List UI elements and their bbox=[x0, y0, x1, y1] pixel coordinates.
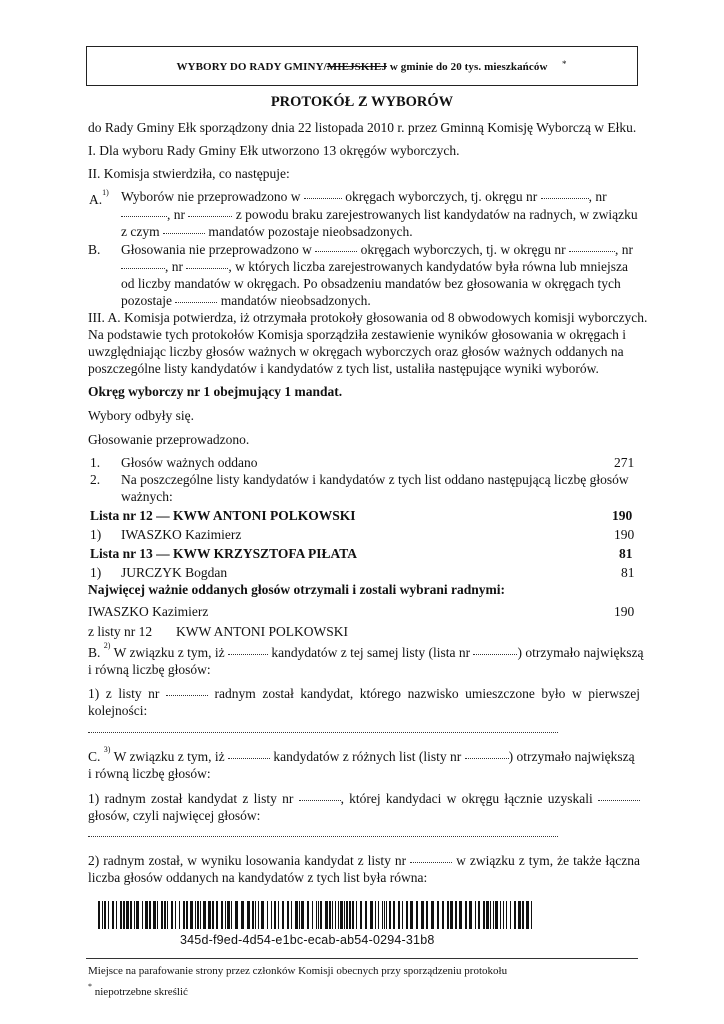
item-1-label: Głosów ważnych oddano bbox=[121, 455, 258, 470]
barcode-bar bbox=[349, 901, 351, 929]
barcode-bar bbox=[493, 901, 494, 929]
barcode-bar bbox=[252, 901, 254, 929]
barcode-bar bbox=[393, 901, 395, 929]
barcode-bar bbox=[98, 901, 100, 929]
section-b-marker: B. bbox=[88, 242, 101, 257]
list-13-candidate-votes: 81 bbox=[621, 565, 635, 580]
header-box bbox=[86, 46, 638, 86]
barcode-bar bbox=[500, 901, 501, 929]
section-b-line-1: Głosowania nie przeprowadzono w okręgach wyborczych, tj. w okręgu nr , nr bbox=[121, 242, 634, 257]
barcode-bar bbox=[134, 901, 135, 929]
barcode-bar bbox=[271, 901, 272, 929]
elected-committee: KWW ANTONI POLKOWSKI bbox=[176, 624, 348, 639]
elected-list-number: z listy nr 12 bbox=[88, 624, 153, 639]
barcode-bar bbox=[295, 901, 298, 929]
barcode-bar bbox=[340, 901, 343, 929]
barcode-bar bbox=[375, 901, 376, 929]
barcode-bar bbox=[506, 901, 507, 929]
part-b-point-1: 1) z listy nr radnym został kandydat, którego nazwisko umieszczone było w pierwszej bbox=[88, 686, 641, 701]
header-star: * bbox=[562, 59, 567, 69]
barcode-text: 345d-f9ed-4d54-e1bc-ecab-ab54-0294-31b8 bbox=[180, 933, 435, 947]
barcode-bar bbox=[370, 901, 373, 929]
page-title: PROTOKÓŁ Z WYBORÓW bbox=[270, 94, 454, 110]
barcode-bar bbox=[332, 901, 333, 929]
list-13-header: Lista nr 13 — KWW KRZYSZTOFA PIŁATA bbox=[90, 546, 358, 561]
barcode-bar bbox=[186, 901, 188, 929]
barcode-bar bbox=[247, 901, 250, 929]
barcode-bar bbox=[356, 901, 357, 929]
list-13-candidate-name: JURCZYK Bogdan bbox=[121, 565, 228, 580]
section-a-line-2: , nr z powodu braku zarejestrowanych list kandydatów na radnych, w związku bbox=[121, 207, 638, 223]
barcode-bar bbox=[318, 901, 319, 929]
barcode-bar bbox=[421, 901, 424, 929]
district-heading: Okręg wyborczy nr 1 obejmujący 1 mandat. bbox=[88, 384, 343, 399]
barcode-bar bbox=[136, 901, 139, 929]
barcode-bar bbox=[142, 901, 143, 929]
barcode-bar bbox=[522, 901, 524, 929]
district-held: Wybory odbyły się. bbox=[88, 408, 195, 423]
item-2-number: 2. bbox=[90, 472, 101, 487]
barcode-bar bbox=[299, 901, 300, 929]
part-b-fill-line bbox=[88, 730, 558, 733]
barcode-bar bbox=[175, 901, 176, 929]
item-2-line-1: Na poszczególne listy kandydatów i kandydatów z tych list oddano następującą liczbę głosów bbox=[121, 472, 629, 487]
barcode-bar bbox=[360, 901, 362, 929]
barcode-bar bbox=[503, 901, 504, 929]
barcode-bar bbox=[123, 901, 125, 929]
barcode-bar bbox=[216, 901, 218, 929]
barcode-bar bbox=[221, 901, 223, 929]
section-a-marker: A.$^{1)}$ bbox=[89, 188, 109, 207]
item-1-value: 271 bbox=[614, 455, 635, 470]
barcode-bar bbox=[316, 901, 317, 929]
barcode-bar bbox=[526, 901, 529, 929]
barcode-bar bbox=[320, 901, 322, 929]
barcode-bar bbox=[495, 901, 498, 929]
list-13-total: 81 bbox=[619, 546, 633, 561]
part-c-line-1: C. $^{3)}$ W związku z tym, iż kandydatów z różnych list (listy nr ) otrzymało największą bbox=[88, 745, 635, 764]
barcode-bar bbox=[338, 901, 339, 929]
list-12-candidate-name: IWASZKO Kazimierz bbox=[121, 527, 242, 542]
intro-text: do Rady Gminy Ełk sporządzony dnia 22 listopada 2010 r. przez Gminną Komisję Wyborczą w Ełku. bbox=[88, 120, 637, 135]
district-voting: Głosowanie przeprowadzono. bbox=[88, 432, 250, 447]
barcode-bar bbox=[450, 901, 453, 929]
struck-word: MIEJSKIEJ bbox=[326, 61, 387, 73]
barcode-bar bbox=[267, 901, 268, 929]
barcode-bar bbox=[255, 901, 256, 929]
barcode-bar bbox=[274, 901, 276, 929]
barcode-bar bbox=[378, 901, 379, 929]
barcode-bar bbox=[346, 901, 348, 929]
part-c-point-1: 1) radnym został kandydat z listy nr , której kandydaci w okręgu łącznie uzyskali bbox=[88, 791, 640, 807]
barcode-bar bbox=[153, 901, 156, 929]
list-13-candidate-number: 1) bbox=[90, 565, 102, 580]
barcode-bar bbox=[157, 901, 158, 929]
barcode-bar bbox=[406, 901, 408, 929]
list-12-header: Lista nr 12 — KWW ANTONI POLKOWSKI bbox=[90, 508, 356, 523]
section-3-line-1: III. A. Komisja potwierdza, iż otrzymała protokoły głosowania od 8 obwodowych komisji wyborczych. bbox=[88, 310, 648, 325]
barcode-bar bbox=[531, 901, 532, 929]
barcode-bar bbox=[183, 901, 185, 929]
barcode-bar bbox=[227, 901, 230, 929]
barcode-bar bbox=[455, 901, 457, 929]
barcode-bar bbox=[518, 901, 521, 929]
barcode-bar bbox=[149, 901, 151, 929]
barcode-bar bbox=[164, 901, 166, 929]
barcode-bar bbox=[112, 901, 114, 929]
barcode-bar bbox=[161, 901, 163, 929]
barcode-bar bbox=[437, 901, 439, 929]
footer-divider bbox=[86, 958, 638, 959]
section-3-line-4: poszczególne listy kandydatów i kandydatów z tych list, ustaliła następujące wyniki wyborów. bbox=[88, 361, 599, 376]
section-3-line-2: Na podstawie tych protokołów Komisja sporządziła zestawienie wyników głosowania w okręgach i bbox=[88, 327, 626, 342]
part-c-point-2: 2) radnym został, w wyniku losowania kandydat z listy nr w związku z tym, że także łączna bbox=[88, 853, 640, 868]
section-1: I. Dla wyboru Rady Gminy Ełk utworzono 13 okręgów wyborczych. bbox=[88, 143, 460, 158]
barcode-bar bbox=[190, 901, 193, 929]
barcode-bar bbox=[382, 901, 383, 929]
barcode-bar bbox=[108, 901, 109, 929]
footer-initials-note: Miejsce na parafowanie strony przez członków Komisji obecnych przy sporządzeniu protokołu bbox=[88, 965, 508, 977]
barcode-bar bbox=[145, 901, 148, 929]
barcode-bar bbox=[241, 901, 244, 929]
barcode bbox=[98, 901, 534, 929]
barcode-bar bbox=[261, 901, 264, 929]
barcode-bar bbox=[475, 901, 476, 929]
list-12-candidate-number: 1) bbox=[90, 527, 102, 542]
barcode-bar bbox=[426, 901, 428, 929]
barcode-bar bbox=[386, 901, 387, 929]
barcode-bar bbox=[402, 901, 403, 929]
part-b-point-1-continued: kolejności: bbox=[88, 703, 148, 718]
section-3-line-3: uwzględniając liczby głosów ważnych w okręgach wyborczych oraz głosów ważnych oddanych na bbox=[88, 344, 624, 359]
barcode-bar bbox=[431, 901, 434, 929]
barcode-bar bbox=[203, 901, 206, 929]
elected-heading: Najwięcej ważnie oddanych głosów otrzymali i zostali wybrani radnymi: bbox=[88, 582, 505, 597]
section-b-line-3: od liczby mandatów w okręgach. Po obsadzeniu mandatów bez głosowania w okręgach tych bbox=[121, 276, 621, 291]
list-12-candidate-votes: 190 bbox=[614, 527, 635, 542]
section-b-line-2: , nr , w których liczba zarejestrowanych kandydatów była równa lub mniejsza bbox=[121, 259, 628, 275]
barcode-bar bbox=[459, 901, 462, 929]
barcode-bar bbox=[325, 901, 328, 929]
header-title: WYBORY DO RADY GMINY/MIEJSKIEJ w gminie do 20 tys. mieszkańców bbox=[176, 61, 548, 73]
item-2-line-2: ważnych: bbox=[121, 489, 173, 504]
barcode-bar bbox=[258, 901, 259, 929]
barcode-bar bbox=[510, 901, 511, 929]
barcode-bar bbox=[126, 901, 129, 929]
part-c-fill-line bbox=[88, 834, 558, 837]
barcode-bar bbox=[329, 901, 331, 929]
elected-votes: 190 bbox=[614, 604, 635, 619]
barcode-bar bbox=[167, 901, 168, 929]
section-b-line-4: pozostaje mandatów nieobsadzonych. bbox=[121, 293, 371, 308]
barcode-bar bbox=[410, 901, 413, 929]
barcode-bar bbox=[486, 901, 489, 929]
barcode-bar bbox=[389, 901, 391, 929]
barcode-bar bbox=[104, 901, 106, 929]
barcode-bar bbox=[514, 901, 516, 929]
barcode-bar bbox=[307, 901, 309, 929]
part-c-point-2-continued: liczba głosów oddanych na kandydatów z tych list była równa: bbox=[88, 870, 428, 885]
part-c-line-2: i równą liczbę głosów: bbox=[88, 766, 211, 781]
elected-name: IWASZKO Kazimierz bbox=[88, 604, 209, 619]
barcode-bar bbox=[212, 901, 214, 929]
footer-star-note: * niepotrzebne skreślić bbox=[88, 982, 188, 998]
section-a-line-3: z czym mandatów pozostaje nieobsadzonych. bbox=[121, 224, 413, 239]
section-2: II. Komisja stwierdziła, co następuje: bbox=[88, 166, 290, 181]
barcode-bar bbox=[469, 901, 472, 929]
barcode-bar bbox=[231, 901, 232, 929]
part-b-line-2: i równą liczbę głosów: bbox=[88, 662, 211, 677]
barcode-bar bbox=[197, 901, 199, 929]
barcode-bar bbox=[301, 901, 304, 929]
barcode-bar bbox=[416, 901, 418, 929]
barcode-bar bbox=[102, 901, 103, 929]
barcode-bar bbox=[365, 901, 367, 929]
barcode-bar bbox=[291, 901, 292, 929]
barcode-bar bbox=[120, 901, 122, 929]
list-12-total: 190 bbox=[612, 508, 633, 523]
barcode-bar bbox=[352, 901, 354, 929]
barcode-bar bbox=[312, 901, 313, 929]
barcode-bar bbox=[116, 901, 117, 929]
barcode-bar bbox=[483, 901, 485, 929]
barcode-bar bbox=[208, 901, 211, 929]
barcode-bar bbox=[442, 901, 444, 929]
part-b-line-1: B. $^{2)}$ W związku z tym, iż kandydatów z tej samej listy (lista nr ) otrzymało największą bbox=[88, 641, 644, 660]
barcode-bar bbox=[398, 901, 400, 929]
barcode-bar bbox=[447, 901, 449, 929]
barcode-bar bbox=[225, 901, 226, 929]
section-a-line-1: Wyborów nie przeprowadzono w okręgach wyborczych, tj. okręgu nr , nr bbox=[121, 189, 607, 204]
barcode-bar bbox=[478, 901, 480, 929]
barcode-bar bbox=[195, 901, 196, 929]
barcode-bar bbox=[282, 901, 284, 929]
item-1-number: 1. bbox=[90, 455, 101, 470]
barcode-bar bbox=[278, 901, 279, 929]
barcode-bar bbox=[179, 901, 180, 929]
barcode-bar bbox=[235, 901, 238, 929]
barcode-bar bbox=[287, 901, 289, 929]
barcode-bar bbox=[171, 901, 173, 929]
barcode-bar bbox=[344, 901, 345, 929]
barcode-bar bbox=[384, 901, 385, 929]
barcode-bar bbox=[465, 901, 467, 929]
part-c-point-1-continued: głosów, czyli najwięcej głosów: bbox=[88, 808, 261, 823]
barcode-bar bbox=[200, 901, 201, 929]
barcode-bar bbox=[335, 901, 336, 929]
barcode-bar bbox=[130, 901, 132, 929]
barcode-bar bbox=[490, 901, 491, 929]
